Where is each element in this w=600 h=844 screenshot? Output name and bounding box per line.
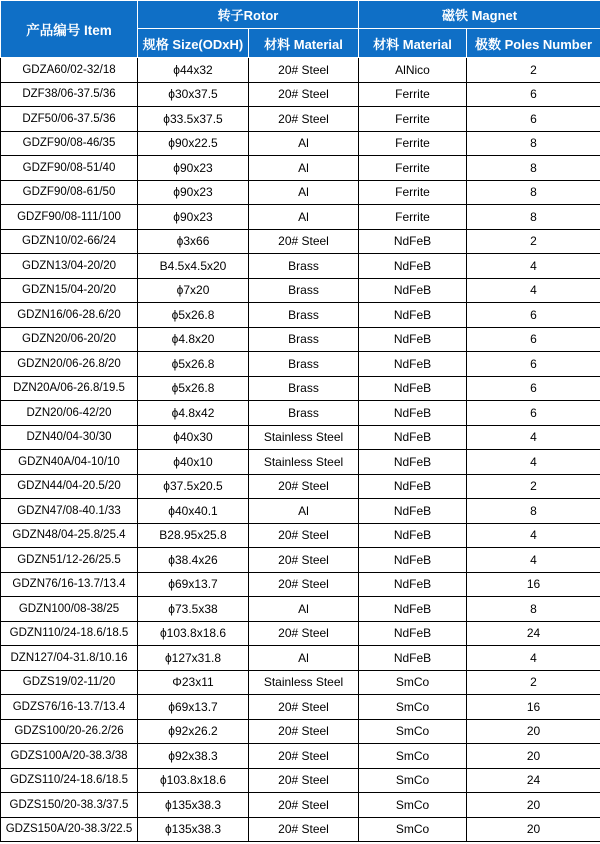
table-row — [1, 474, 600, 499]
cell-poles-number: 8 — [467, 499, 600, 524]
cell-rotor-material: Al — [249, 646, 359, 671]
cell-poles-number: 6 — [467, 352, 600, 377]
table-row — [1, 646, 600, 671]
cell-rotor-material: Al — [249, 156, 359, 181]
cell-item: GDZN40A/04-10/10 — [1, 450, 138, 475]
cell-poles-number: 6 — [467, 376, 600, 401]
cell-rotor-material: 20# Steel — [249, 474, 359, 499]
cell-poles-number: 2 — [467, 229, 600, 254]
cell-poles-number: 8 — [467, 597, 600, 622]
cell-item: GDZN44/04-20.5/20 — [1, 474, 138, 499]
cell-rotor-size: ϕ40x40.1 — [138, 499, 249, 524]
cell-rotor-size: B4.5x4.5x20 — [138, 254, 249, 279]
table-row — [1, 303, 600, 328]
cell-rotor-material: 20# Steel — [249, 107, 359, 132]
header-rotor-group: 转子Rotor — [138, 1, 359, 29]
cell-poles-number: 8 — [467, 205, 600, 230]
cell-magnet-material: NdFeB — [359, 254, 467, 279]
cell-magnet-material: NdFeB — [359, 229, 467, 254]
cell-item: GDZF90/08-51/40 — [1, 156, 138, 181]
cell-rotor-material: Stainless Steel — [249, 425, 359, 450]
table-row — [1, 82, 600, 107]
table-row — [1, 131, 600, 156]
header-rotor-material: 材料 Material — [249, 29, 359, 58]
cell-rotor-size: ϕ38.4x26 — [138, 548, 249, 573]
cell-item: GDZN16/06-28.6/20 — [1, 303, 138, 328]
cell-rotor-material: 20# Steel — [249, 695, 359, 720]
cell-item: GDZN47/08-40.1/33 — [1, 499, 138, 524]
cell-rotor-material: 20# Steel — [249, 793, 359, 818]
cell-item: DZN20/06-42/20 — [1, 401, 138, 426]
cell-magnet-material: NdFeB — [359, 401, 467, 426]
table-row — [1, 695, 600, 720]
cell-magnet-material: NdFeB — [359, 621, 467, 646]
cell-magnet-material: Ferrite — [359, 107, 467, 132]
cell-magnet-material: NdFeB — [359, 450, 467, 475]
cell-poles-number: 2 — [467, 474, 600, 499]
cell-poles-number: 6 — [467, 82, 600, 107]
cell-magnet-material: Ferrite — [359, 131, 467, 156]
cell-item: DZN20A/06-26.8/19.5 — [1, 376, 138, 401]
header-item: 产品编号 Item — [1, 1, 138, 58]
cell-magnet-material: Ferrite — [359, 156, 467, 181]
cell-magnet-material: SmCo — [359, 744, 467, 769]
cell-magnet-material: NdFeB — [359, 327, 467, 352]
cell-item: GDZS150/20-38.3/37.5 — [1, 793, 138, 818]
cell-poles-number: 20 — [467, 793, 600, 818]
cell-rotor-material: Stainless Steel — [249, 450, 359, 475]
table-row — [1, 376, 600, 401]
cell-poles-number: 4 — [467, 450, 600, 475]
cell-rotor-material: 20# Steel — [249, 523, 359, 548]
cell-rotor-size: ϕ7x20 — [138, 278, 249, 303]
cell-item: GDZS100/20-26.2/26 — [1, 719, 138, 744]
cell-poles-number: 20 — [467, 744, 600, 769]
cell-rotor-material: Al — [249, 131, 359, 156]
cell-rotor-size: ϕ90x23 — [138, 205, 249, 230]
table-row — [1, 450, 600, 475]
cell-item: GDZN10/02-66/24 — [1, 229, 138, 254]
cell-item: GDZN15/04-20/20 — [1, 278, 138, 303]
table-row — [1, 180, 600, 205]
cell-rotor-size: ϕ92x26.2 — [138, 719, 249, 744]
table-row — [1, 768, 600, 793]
cell-item: DZF50/06-37.5/36 — [1, 107, 138, 132]
cell-poles-number: 6 — [467, 401, 600, 426]
cell-rotor-material: Brass — [249, 352, 359, 377]
cell-magnet-material: SmCo — [359, 793, 467, 818]
cell-rotor-material: 20# Steel — [249, 719, 359, 744]
cell-rotor-material: Brass — [249, 401, 359, 426]
cell-magnet-material: Ferrite — [359, 180, 467, 205]
cell-magnet-material: NdFeB — [359, 499, 467, 524]
cell-item: GDZN20/06-26.8/20 — [1, 352, 138, 377]
cell-rotor-material: Brass — [249, 376, 359, 401]
cell-rotor-material: Brass — [249, 254, 359, 279]
cell-rotor-material: 20# Steel — [249, 768, 359, 793]
cell-magnet-material: NdFeB — [359, 572, 467, 597]
cell-rotor-material: Brass — [249, 303, 359, 328]
cell-item: GDZS100A/20-38.3/38 — [1, 744, 138, 769]
cell-item: GDZF90/08-111/100 — [1, 205, 138, 230]
cell-poles-number: 8 — [467, 156, 600, 181]
cell-rotor-material: 20# Steel — [249, 548, 359, 573]
table-body — [1, 58, 600, 842]
cell-rotor-size: ϕ69x13.7 — [138, 572, 249, 597]
table-row — [1, 352, 600, 377]
cell-rotor-material: Al — [249, 205, 359, 230]
cell-item: GDZN51/12-26/25.5 — [1, 548, 138, 573]
cell-rotor-size: ϕ90x22.5 — [138, 131, 249, 156]
cell-rotor-size: ϕ90x23 — [138, 156, 249, 181]
cell-magnet-material: NdFeB — [359, 352, 467, 377]
cell-item: GDZN13/04-20/20 — [1, 254, 138, 279]
cell-item: GDZA60/02-32/18 — [1, 58, 138, 83]
cell-rotor-size: B28.95x25.8 — [138, 523, 249, 548]
cell-poles-number: 20 — [467, 817, 600, 842]
cell-item: DZF38/06-37.5/36 — [1, 82, 138, 107]
cell-magnet-material: SmCo — [359, 768, 467, 793]
table-row — [1, 229, 600, 254]
header-magnet-group: 磁铁 Magnet — [359, 1, 600, 29]
cell-poles-number: 6 — [467, 303, 600, 328]
cell-rotor-size: ϕ135x38.3 — [138, 793, 249, 818]
cell-magnet-material: NdFeB — [359, 523, 467, 548]
cell-poles-number: 4 — [467, 548, 600, 573]
cell-item: GDZN100/08-38/25 — [1, 597, 138, 622]
cell-item: GDZS110/24-18.6/18.5 — [1, 768, 138, 793]
cell-magnet-material: NdFeB — [359, 303, 467, 328]
table-row — [1, 254, 600, 279]
cell-rotor-size: ϕ90x23 — [138, 180, 249, 205]
cell-rotor-size: ϕ69x13.7 — [138, 695, 249, 720]
cell-rotor-size: ϕ135x38.3 — [138, 817, 249, 842]
cell-poles-number: 16 — [467, 572, 600, 597]
table-row — [1, 793, 600, 818]
cell-rotor-size: ϕ5x26.8 — [138, 376, 249, 401]
cell-magnet-material: Ferrite — [359, 82, 467, 107]
header-poles-number: 极数 Poles Number — [467, 29, 600, 58]
cell-magnet-material: NdFeB — [359, 474, 467, 499]
cell-item: GDZF90/08-61/50 — [1, 180, 138, 205]
cell-poles-number: 24 — [467, 768, 600, 793]
cell-rotor-material: 20# Steel — [249, 58, 359, 83]
cell-rotor-size: ϕ40x30 — [138, 425, 249, 450]
cell-magnet-material: NdFeB — [359, 376, 467, 401]
cell-rotor-size: ϕ4.8x20 — [138, 327, 249, 352]
cell-rotor-material: Stainless Steel — [249, 670, 359, 695]
cell-magnet-material: SmCo — [359, 719, 467, 744]
cell-item: GDZN76/16-13.7/13.4 — [1, 572, 138, 597]
cell-poles-number: 6 — [467, 327, 600, 352]
table-row — [1, 278, 600, 303]
cell-rotor-material: 20# Steel — [249, 621, 359, 646]
cell-rotor-size: ϕ127x31.8 — [138, 646, 249, 671]
cell-rotor-material: 20# Steel — [249, 744, 359, 769]
cell-poles-number: 2 — [467, 58, 600, 83]
cell-magnet-material: NdFeB — [359, 425, 467, 450]
cell-magnet-material: SmCo — [359, 695, 467, 720]
cell-item: GDZN110/24-18.6/18.5 — [1, 621, 138, 646]
cell-poles-number: 4 — [467, 254, 600, 279]
cell-item: GDZF90/08-46/35 — [1, 131, 138, 156]
cell-magnet-material: AlNico — [359, 58, 467, 83]
cell-magnet-material: NdFeB — [359, 646, 467, 671]
table-row — [1, 744, 600, 769]
table-header — [1, 1, 600, 58]
cell-rotor-material: Al — [249, 597, 359, 622]
cell-item: GDZS150A/20-38.3/22.5 — [1, 817, 138, 842]
table-row — [1, 58, 600, 83]
cell-poles-number: 8 — [467, 180, 600, 205]
table-row — [1, 425, 600, 450]
cell-rotor-material: Brass — [249, 327, 359, 352]
cell-magnet-material: SmCo — [359, 670, 467, 695]
cell-magnet-material: Ferrite — [359, 205, 467, 230]
cell-rotor-size: ϕ44x32 — [138, 58, 249, 83]
table-row — [1, 523, 600, 548]
table-row — [1, 156, 600, 181]
cell-rotor-size: ϕ5x26.8 — [138, 303, 249, 328]
table-row — [1, 719, 600, 744]
cell-rotor-size: ϕ3x66 — [138, 229, 249, 254]
table-row — [1, 499, 600, 524]
cell-item: GDZS76/16-13.7/13.4 — [1, 695, 138, 720]
cell-poles-number: 20 — [467, 719, 600, 744]
cell-rotor-material: Al — [249, 180, 359, 205]
cell-poles-number: 6 — [467, 107, 600, 132]
cell-poles-number: 4 — [467, 278, 600, 303]
cell-rotor-material: 20# Steel — [249, 229, 359, 254]
cell-rotor-size: ϕ30x37.5 — [138, 82, 249, 107]
cell-rotor-material: 20# Steel — [249, 82, 359, 107]
table-row — [1, 572, 600, 597]
table-row — [1, 621, 600, 646]
cell-magnet-material: SmCo — [359, 817, 467, 842]
cell-rotor-material: 20# Steel — [249, 572, 359, 597]
table-row — [1, 597, 600, 622]
cell-rotor-size: ϕ40x10 — [138, 450, 249, 475]
cell-magnet-material: NdFeB — [359, 597, 467, 622]
cell-magnet-material: NdFeB — [359, 548, 467, 573]
cell-rotor-size: ϕ103.8x18.6 — [138, 768, 249, 793]
cell-item: GDZN48/04-25.8/25.4 — [1, 523, 138, 548]
cell-rotor-size: ϕ33.5x37.5 — [138, 107, 249, 132]
header-magnet-material: 材料 Material — [359, 29, 467, 58]
cell-rotor-size: Φ23x11 — [138, 670, 249, 695]
table-row — [1, 548, 600, 573]
cell-poles-number: 4 — [467, 646, 600, 671]
cell-rotor-size: ϕ5x26.8 — [138, 352, 249, 377]
cell-rotor-size: ϕ4.8x42 — [138, 401, 249, 426]
table-row — [1, 817, 600, 842]
cell-poles-number: 4 — [467, 523, 600, 548]
cell-poles-number: 16 — [467, 695, 600, 720]
cell-rotor-size: ϕ37.5x20.5 — [138, 474, 249, 499]
cell-rotor-material: Brass — [249, 278, 359, 303]
cell-magnet-material: NdFeB — [359, 278, 467, 303]
cell-item: DZN127/04-31.8/10.16 — [1, 646, 138, 671]
cell-item: GDZS19/02-11/20 — [1, 670, 138, 695]
cell-item: DZN40/04-30/30 — [1, 425, 138, 450]
table-row — [1, 107, 600, 132]
header-rotor-size: 规格 Size(ODxH) — [138, 29, 249, 58]
cell-poles-number: 24 — [467, 621, 600, 646]
cell-poles-number: 8 — [467, 131, 600, 156]
cell-poles-number: 4 — [467, 425, 600, 450]
table-row — [1, 205, 600, 230]
cell-item: GDZN20/06-20/20 — [1, 327, 138, 352]
cell-rotor-size: ϕ103.8x18.6 — [138, 621, 249, 646]
table-row — [1, 401, 600, 426]
cell-poles-number: 2 — [467, 670, 600, 695]
table-row — [1, 670, 600, 695]
cell-rotor-size: ϕ73.5x38 — [138, 597, 249, 622]
cell-rotor-size: ϕ92x38.3 — [138, 744, 249, 769]
cell-rotor-material: Al — [249, 499, 359, 524]
cell-rotor-material: 20# Steel — [249, 817, 359, 842]
table-row — [1, 327, 600, 352]
